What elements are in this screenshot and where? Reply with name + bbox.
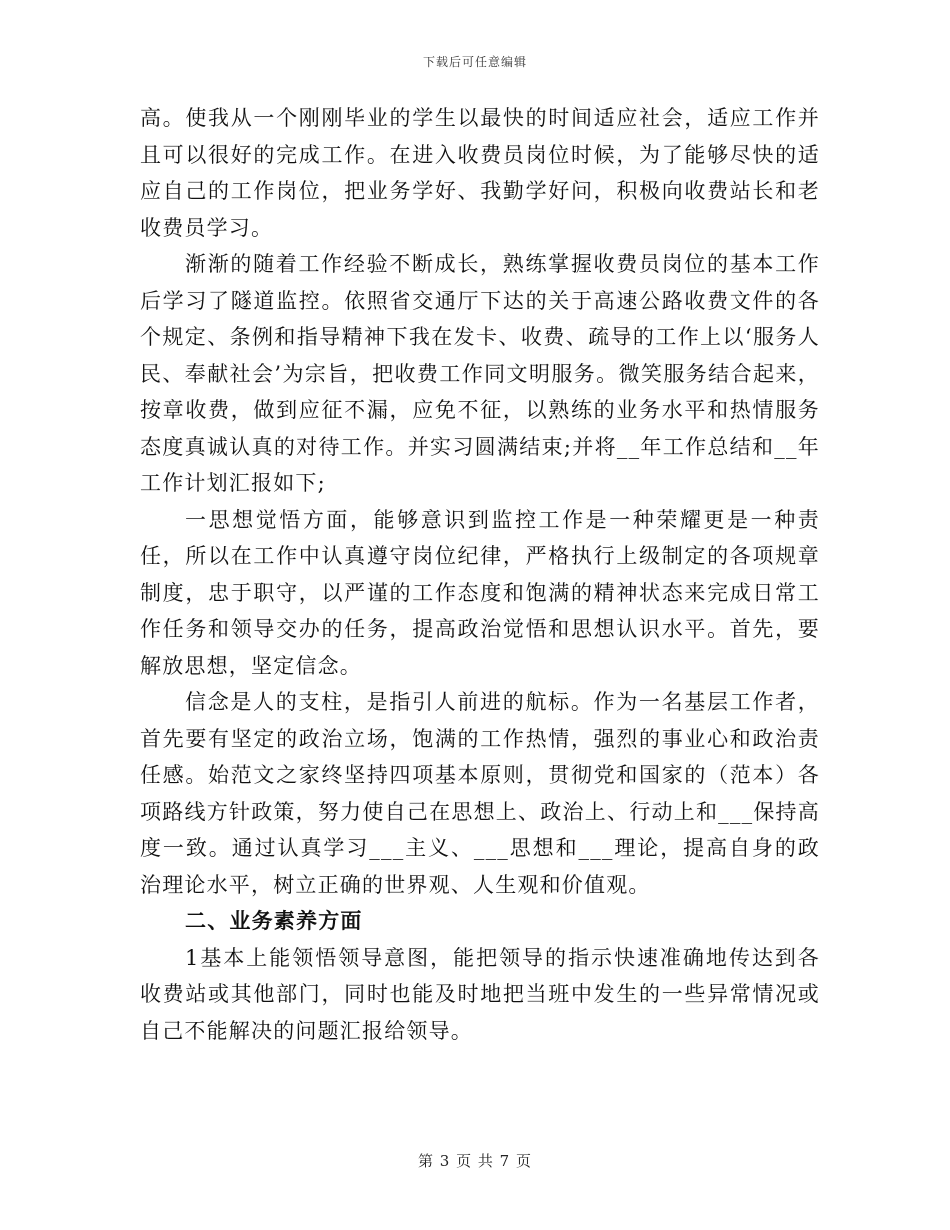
paragraph-belief: 信念是人的支柱，是指引人前进的航标。作为一名基层工作者，首先要有坚定的政治立场，饱满的工作热情，强烈的事业心和政治责任感。始范文之家终坚持四项基本原则，贯彻党和国家的（范本）各项路线方针政策，努力使自己在思想上、政治上、行动上和___保持高度一致。通过认真学习___主义、___思想和___理论，提高自身的政治理论水平，树立正确的世界观、人生观和价值观。 xyxy=(140,690,820,897)
paragraph-continuation: 高。使我从一个刚刚毕业的学生以最快的时间适应社会，适应工作并且可以很好的完成工作。在进入收费员岗位时候，为了能够尽快的适应自己的工作岗位，把业务学好、我勤学好问，积极向收费站长和老收费员学习。 xyxy=(140,106,820,240)
paragraph-professional-item-1: 1基本上能领悟领导意图，能把领导的指示快速准确地传达到各收费站或其他部门，同时也能及时地把当班中发生的一些异常情况或自己不能解决的问题汇报给领导。 xyxy=(140,945,820,1043)
document-body xyxy=(140,100,820,1049)
paragraph-work-experience: 渐渐的随着工作经验不断成长，熟练掌握收费员岗位的基本工作后学习了隧道监控。依照省交通厅下达的关于高速公路收费文件的各个规定、条例和指导精神下我在发卡、收费、疏导的工作上以‘服务人民、奉献社会’为宗旨，把收费工作同文明服务。微笑服务结合起来，按章收费，做到应征不漏，应免不征，以熟练的业务水平和热情服务态度真诚认真的对待工作。并实习圆满结束;并将__年工作总结和__年工作计划汇报如下; xyxy=(140,252,820,495)
page-footer: 第 3 页 共 7 页 xyxy=(418,1152,532,1170)
page-header: 下载后可任意编辑 xyxy=(422,55,527,69)
paragraph-ideological-awareness: 一思想觉悟方面，能够意识到监控工作是一种荣耀更是一种责任，所以在工作中认真遵守岗位纪律，严格执行上级制定的各项规章制度，忠于职守，以严谨的工作态度和饱满的精神状态来完成日常工作任务和领导交办的任务，提高政治觉悟和思想认识水平。首先，要解放思想，坚定信念。 xyxy=(140,507,820,678)
section-heading-professional: 二、业务素养方面 xyxy=(185,908,363,933)
